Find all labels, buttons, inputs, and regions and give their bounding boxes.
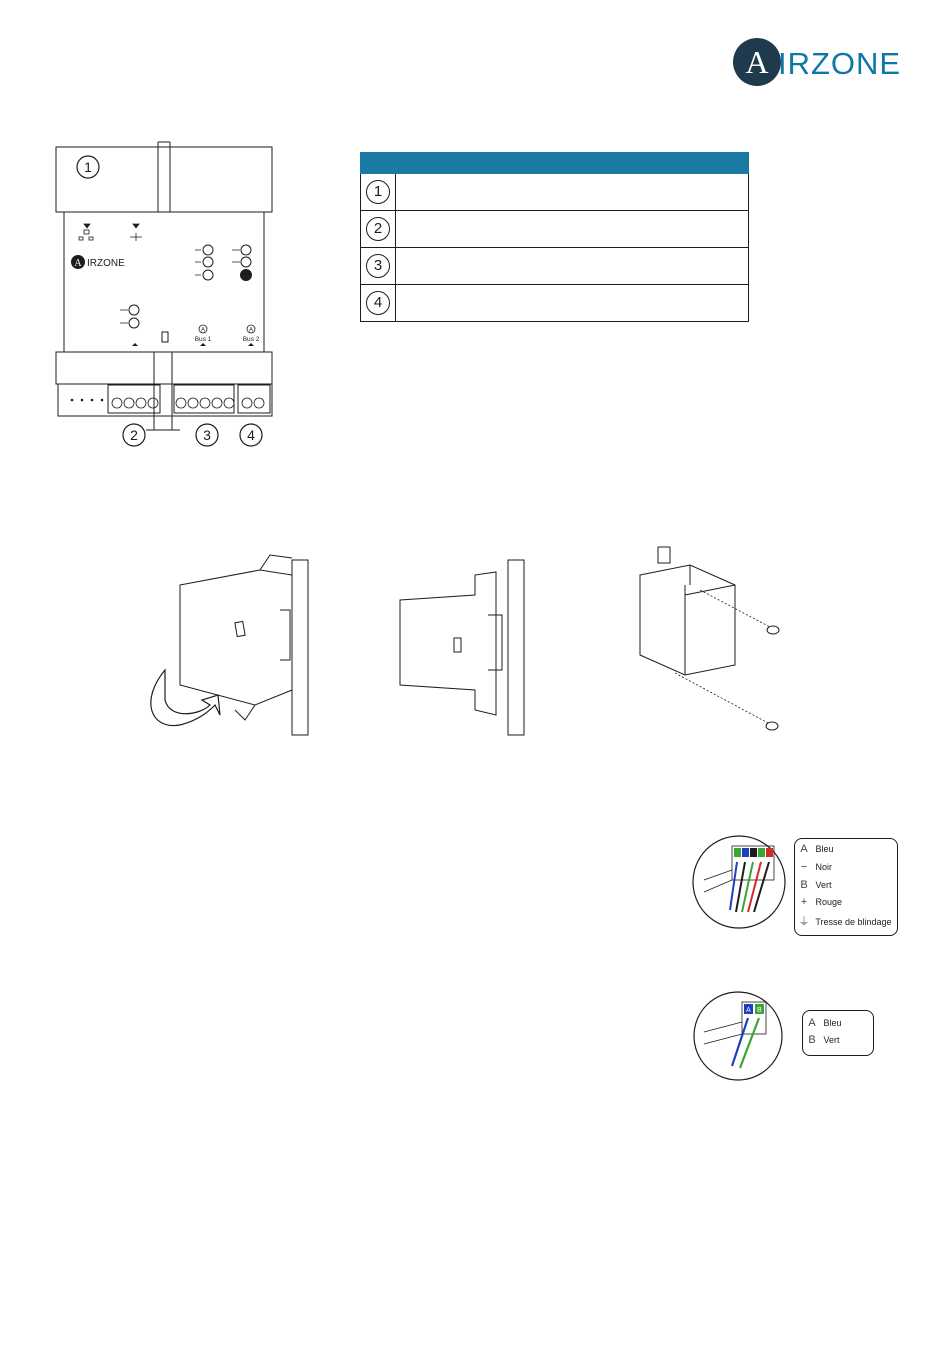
terminal-letter: A	[746, 1007, 751, 1014]
wire-symbol: B	[808, 1034, 816, 1046]
led	[241, 257, 251, 267]
component-legend-table	[360, 152, 749, 322]
wire-label: Bleu	[815, 844, 834, 854]
table-row	[361, 248, 749, 285]
ethernet-arrow-icon	[84, 224, 90, 228]
screw-icon	[767, 626, 779, 634]
wire-label: Vert	[823, 1035, 840, 1045]
wall-plate	[508, 560, 524, 735]
terminal-block-4	[238, 385, 270, 413]
table-row	[361, 285, 749, 322]
bus1-letter: A	[200, 327, 206, 334]
wire-symbol: B	[800, 879, 808, 891]
logo-word: IRZONE	[778, 46, 902, 81]
bus1-wire-legend	[794, 838, 898, 936]
device-lower-band	[56, 352, 272, 384]
wire-label: Noir	[815, 862, 833, 872]
device-front-panel	[64, 212, 264, 352]
din-mount-step-1	[140, 550, 320, 740]
bus1-wiring-detail	[690, 832, 788, 932]
device-terminal-strip	[58, 384, 272, 416]
bus2-letter: A	[248, 327, 254, 334]
row-number: 4	[366, 291, 390, 315]
table-row	[361, 211, 749, 248]
device-side-mounted	[400, 572, 496, 715]
row-number: 1	[366, 180, 390, 204]
row-text	[396, 174, 749, 211]
led	[203, 270, 213, 280]
legend-item	[803, 1017, 842, 1029]
device-brand-letter: A	[74, 258, 82, 269]
wall-plate	[292, 560, 308, 735]
terminal-letter: B	[757, 1007, 762, 1014]
device-side-tilted	[180, 570, 292, 705]
legend-item	[795, 913, 892, 929]
row-number: 2	[366, 217, 390, 241]
airzone-logo	[733, 38, 913, 88]
row-text	[396, 285, 749, 322]
logo-circle-letter: A	[745, 44, 769, 80]
usb-icon	[130, 233, 142, 241]
bus1-label: Bus 1	[194, 336, 212, 343]
wire-symbol: A	[808, 1017, 816, 1029]
legend-item	[795, 861, 832, 873]
wire-symbol: +	[800, 896, 808, 908]
led	[129, 318, 139, 328]
device-front-diagram	[50, 140, 290, 455]
screw-icon	[766, 722, 778, 730]
usb-arrow-icon	[133, 224, 139, 228]
row-text	[396, 211, 749, 248]
callout-1: 1	[84, 159, 92, 175]
bus2-wiring-detail	[692, 988, 784, 1084]
wire-label: Bleu	[823, 1018, 842, 1028]
wire-symbol: −	[800, 861, 808, 873]
legend-item	[795, 896, 842, 908]
led	[203, 257, 213, 267]
callout-2: 2	[130, 427, 138, 443]
reset-button	[162, 332, 168, 342]
ground-icon: ⏚	[798, 916, 810, 928]
terminal-block-3	[174, 385, 234, 413]
callout-4: 4	[247, 427, 255, 443]
wire-label: Rouge	[815, 897, 843, 907]
table-header-row	[361, 153, 749, 174]
legend-item	[795, 843, 834, 855]
callout-3: 3	[203, 427, 211, 443]
device-isometric	[640, 565, 735, 675]
bus2-label: Bus 2	[242, 336, 260, 343]
wire-label: Vert	[815, 880, 832, 890]
terminal-block-2	[108, 385, 160, 413]
legend-item	[795, 879, 832, 891]
wire-symbol: A	[800, 843, 808, 855]
led	[241, 245, 251, 255]
din-mount-step-2	[390, 550, 540, 740]
table-row	[361, 174, 749, 211]
rotate-arrow-icon	[151, 670, 220, 726]
row-number: 3	[366, 254, 390, 278]
led-filled	[240, 269, 252, 281]
led	[203, 245, 213, 255]
wire-label: Tresse de blindage	[815, 917, 892, 927]
led	[129, 305, 139, 315]
ethernet-icon	[84, 230, 89, 234]
wall-screw-mount	[630, 545, 800, 745]
bus2-wire-legend	[802, 1010, 874, 1056]
legend-item	[803, 1034, 840, 1046]
device-brand-word: IRZONE	[87, 258, 125, 269]
device-top-cover	[56, 147, 272, 212]
row-text	[396, 248, 749, 285]
